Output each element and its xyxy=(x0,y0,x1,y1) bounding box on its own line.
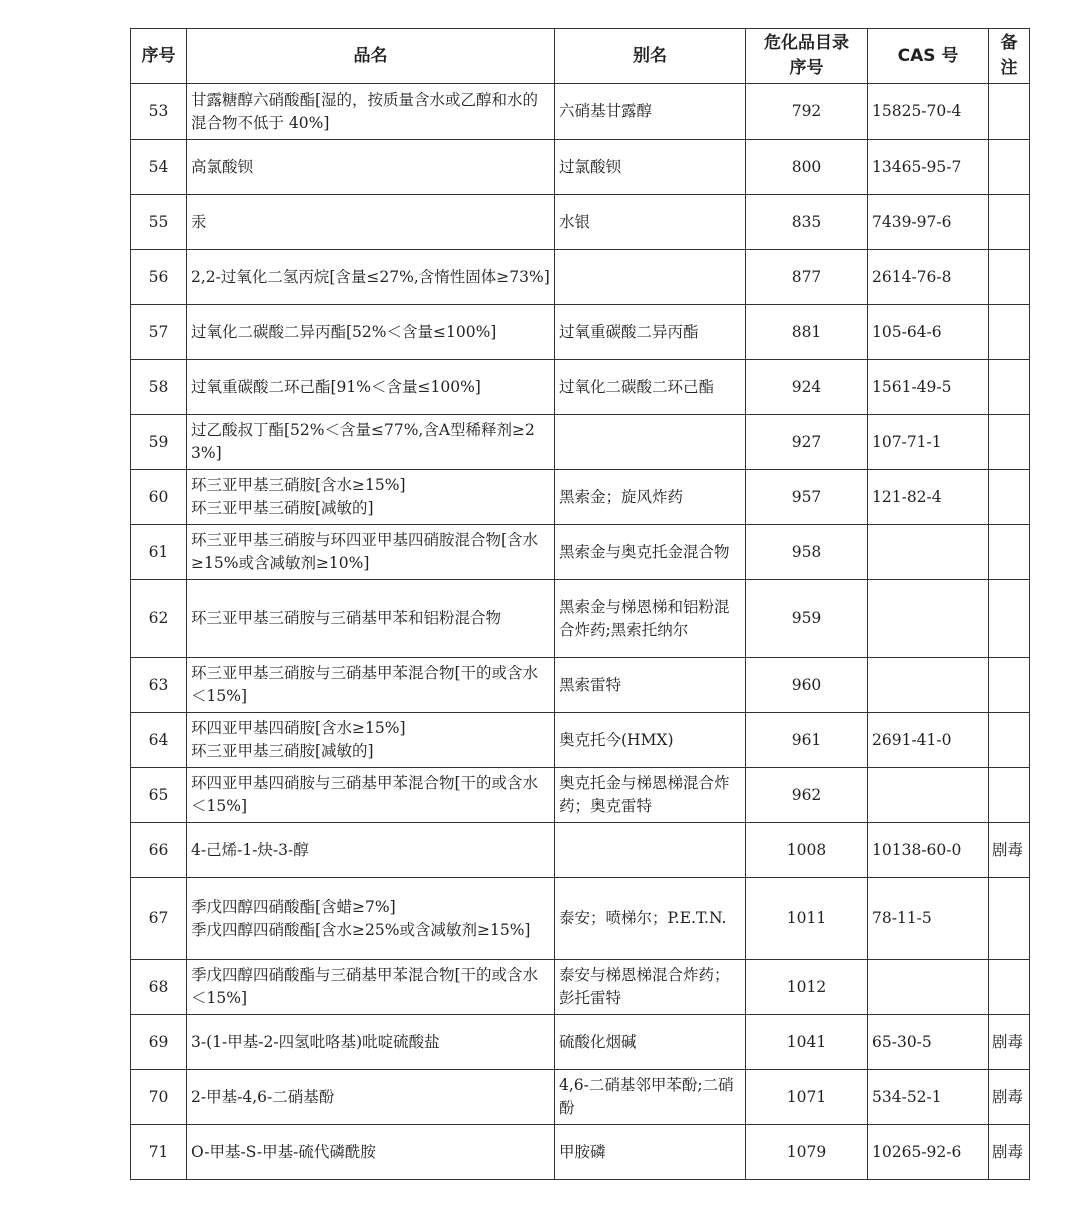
cell-catalog-index: 792 xyxy=(746,84,868,140)
cell-name: 环三亚甲基三硝胺与环四亚甲基四硝胺混合物[含水≥15%或含减敏剂≥10%] xyxy=(187,525,555,580)
cell-name: 2-甲基-4,6-二硝基酚 xyxy=(187,1070,555,1125)
cell-catalog-index: 1079 xyxy=(746,1125,868,1180)
cell-name: 环三亚甲基三硝胺与三硝基甲苯混合物[干的或含水＜15%] xyxy=(187,658,555,713)
header-note-text: 备注 xyxy=(1000,33,1018,78)
cell-cas: 7439-97-6 xyxy=(868,195,989,250)
cell-name: 季戊四醇四硝酸酯与三硝基甲苯混合物[干的或含水＜15%] xyxy=(187,960,555,1015)
cell-catalog-index: 881 xyxy=(746,305,868,360)
cell-alias: 奥克托今(HMX) xyxy=(555,713,746,768)
cell-note xyxy=(989,470,1030,525)
header-note xyxy=(989,29,1030,84)
cell-cas: 1561-49-5 xyxy=(868,360,989,415)
table-row xyxy=(131,1070,1030,1125)
table-row xyxy=(131,768,1030,823)
cell-no: 70 xyxy=(131,1070,187,1125)
table-row xyxy=(131,250,1030,305)
table-row xyxy=(131,360,1030,415)
cell-catalog-index: 958 xyxy=(746,525,868,580)
cell-no: 61 xyxy=(131,525,187,580)
cell-no: 65 xyxy=(131,768,187,823)
header-cas: CAS 号 xyxy=(868,29,989,84)
hazardous-chemicals-table xyxy=(130,28,1030,1180)
cell-cas: 105-64-6 xyxy=(868,305,989,360)
cell-note xyxy=(989,878,1030,960)
cell-note: 剧毒 xyxy=(989,1070,1030,1125)
cell-alias: 六硝基甘露醇 xyxy=(555,84,746,140)
header-catalog-index xyxy=(746,29,868,84)
table-row xyxy=(131,960,1030,1015)
header-no: 序号 xyxy=(131,29,187,84)
cell-name: 高氯酸钡 xyxy=(187,140,555,195)
cell-catalog-index: 1071 xyxy=(746,1070,868,1125)
cell-name: 汞 xyxy=(187,195,555,250)
cell-no: 55 xyxy=(131,195,187,250)
header-alias: 别名 xyxy=(555,29,746,84)
cell-name: 过氧重碳酸二环己酯[91%＜含量≤100%] xyxy=(187,360,555,415)
cell-no: 68 xyxy=(131,960,187,1015)
cell-cas: 107-71-1 xyxy=(868,415,989,470)
cell-alias: 甲胺磷 xyxy=(555,1125,746,1180)
cell-name: 环三亚甲基三硝胺与三硝基甲苯和铝粉混合物 xyxy=(187,580,555,658)
cell-no: 53 xyxy=(131,84,187,140)
cell-catalog-index: 877 xyxy=(746,250,868,305)
cell-note xyxy=(989,415,1030,470)
table-row xyxy=(131,658,1030,713)
table-row xyxy=(131,713,1030,768)
cell-name: O-甲基-S-甲基-硫代磷酰胺 xyxy=(187,1125,555,1180)
cell-note xyxy=(989,84,1030,140)
cell-catalog-index: 1008 xyxy=(746,823,868,878)
cell-name: 甘露糖醇六硝酸酯[湿的，按质量含水或乙醇和水的混合物不低于 40%] xyxy=(187,84,555,140)
cell-catalog-index: 1011 xyxy=(746,878,868,960)
cell-cas: 65-30-5 xyxy=(868,1015,989,1070)
cell-alias xyxy=(555,823,746,878)
cell-note xyxy=(989,658,1030,713)
cell-catalog-index: 1012 xyxy=(746,960,868,1015)
cell-note xyxy=(989,713,1030,768)
cell-catalog-index: 924 xyxy=(746,360,868,415)
cell-cas xyxy=(868,960,989,1015)
cell-catalog-index: 1041 xyxy=(746,1015,868,1070)
cell-name: 2,2-过氧化二氢丙烷[含量≤27%,含惰性固体≥73%] xyxy=(187,250,555,305)
cell-no: 56 xyxy=(131,250,187,305)
cell-alias: 奥克托金与梯恩梯混合炸药；奥克雷特 xyxy=(555,768,746,823)
cell-note xyxy=(989,140,1030,195)
header-name: 品名 xyxy=(187,29,555,84)
cell-note xyxy=(989,360,1030,415)
cell-no: 66 xyxy=(131,823,187,878)
cell-catalog-index: 960 xyxy=(746,658,868,713)
cell-alias: 黑索雷特 xyxy=(555,658,746,713)
cell-no: 60 xyxy=(131,470,187,525)
cell-name: 4-己烯-1-炔-3-醇 xyxy=(187,823,555,878)
cell-catalog-index: 800 xyxy=(746,140,868,195)
cell-note: 剧毒 xyxy=(989,823,1030,878)
cell-alias xyxy=(555,250,746,305)
cell-no: 59 xyxy=(131,415,187,470)
cell-cas: 10138-60-0 xyxy=(868,823,989,878)
cell-no: 62 xyxy=(131,580,187,658)
cell-no: 58 xyxy=(131,360,187,415)
cell-catalog-index: 957 xyxy=(746,470,868,525)
cell-alias: 泰安；喷梯尔；P.E.T.N. xyxy=(555,878,746,960)
cell-name: 环三亚甲基三硝胺[含水≥15%] 环三亚甲基三硝胺[减敏的] xyxy=(187,470,555,525)
cell-alias: 黑索金与梯恩梯和铝粉混合炸药;黑索托纳尔 xyxy=(555,580,746,658)
cell-cas xyxy=(868,768,989,823)
cell-cas: 78-11-5 xyxy=(868,878,989,960)
table-row xyxy=(131,305,1030,360)
cell-cas: 13465-95-7 xyxy=(868,140,989,195)
cell-note xyxy=(989,305,1030,360)
table-row xyxy=(131,1015,1030,1070)
cell-alias: 泰安与梯恩梯混合炸药；彭托雷特 xyxy=(555,960,746,1015)
cell-alias: 过氧化二碳酸二环己酯 xyxy=(555,360,746,415)
table-row xyxy=(131,195,1030,250)
cell-note xyxy=(989,580,1030,658)
cell-no: 54 xyxy=(131,140,187,195)
cell-cas: 2614-76-8 xyxy=(868,250,989,305)
table-row xyxy=(131,525,1030,580)
cell-cas: 2691-41-0 xyxy=(868,713,989,768)
header-catalog-index-text: 危化品目录序号 xyxy=(764,33,849,78)
cell-note: 剧毒 xyxy=(989,1015,1030,1070)
cell-catalog-index: 961 xyxy=(746,713,868,768)
table-row xyxy=(131,580,1030,658)
table-row xyxy=(131,470,1030,525)
cell-name: 3-(1-甲基-2-四氢吡咯基)吡啶硫酸盐 xyxy=(187,1015,555,1070)
cell-cas xyxy=(868,525,989,580)
cell-cas: 121-82-4 xyxy=(868,470,989,525)
cell-cas: 10265-92-6 xyxy=(868,1125,989,1180)
cell-no: 57 xyxy=(131,305,187,360)
cell-alias: 过氧重碳酸二异丙酯 xyxy=(555,305,746,360)
cell-catalog-index: 962 xyxy=(746,768,868,823)
cell-name: 环四亚甲基四硝胺[含水≥15%] 环三亚甲基三硝胺[减敏的] xyxy=(187,713,555,768)
cell-cas: 15825-70-4 xyxy=(868,84,989,140)
cell-note xyxy=(989,768,1030,823)
header-row xyxy=(131,29,1030,84)
cell-cas xyxy=(868,658,989,713)
cell-no: 63 xyxy=(131,658,187,713)
table-row xyxy=(131,140,1030,195)
table-row xyxy=(131,84,1030,140)
cell-alias: 水银 xyxy=(555,195,746,250)
table-row xyxy=(131,1125,1030,1180)
cell-alias xyxy=(555,415,746,470)
cell-note xyxy=(989,250,1030,305)
cell-no: 71 xyxy=(131,1125,187,1180)
cell-catalog-index: 927 xyxy=(746,415,868,470)
cell-no: 67 xyxy=(131,878,187,960)
cell-no: 69 xyxy=(131,1015,187,1070)
cell-catalog-index: 835 xyxy=(746,195,868,250)
cell-alias: 硫酸化烟碱 xyxy=(555,1015,746,1070)
cell-name: 过氧化二碳酸二异丙酯[52%＜含量≤100%] xyxy=(187,305,555,360)
cell-catalog-index: 959 xyxy=(746,580,868,658)
cell-name: 季戊四醇四硝酸酯[含蜡≥7%] 季戊四醇四硝酸酯[含水≥25%或含减敏剂≥15%] xyxy=(187,878,555,960)
cell-note: 剧毒 xyxy=(989,1125,1030,1180)
cell-alias: 过氯酸钡 xyxy=(555,140,746,195)
cell-note xyxy=(989,525,1030,580)
cell-alias: 黑索金；旋风炸药 xyxy=(555,470,746,525)
cell-no: 64 xyxy=(131,713,187,768)
cell-alias: 黑索金与奥克托金混合物 xyxy=(555,525,746,580)
cell-note xyxy=(989,195,1030,250)
cell-name: 环四亚甲基四硝胺与三硝基甲苯混合物[干的或含水＜15%] xyxy=(187,768,555,823)
table-row xyxy=(131,823,1030,878)
table-row xyxy=(131,878,1030,960)
table-row xyxy=(131,415,1030,470)
cell-cas xyxy=(868,580,989,658)
cell-note xyxy=(989,960,1030,1015)
cell-alias: 4,6-二硝基邻甲苯酚;二硝酚 xyxy=(555,1070,746,1125)
cell-name: 过乙酸叔丁酯[52%＜含量≤77%,含A型稀释剂≥23%] xyxy=(187,415,555,470)
cell-cas: 534-52-1 xyxy=(868,1070,989,1125)
